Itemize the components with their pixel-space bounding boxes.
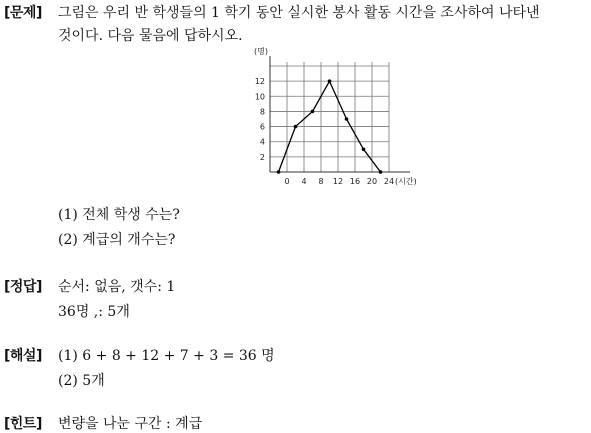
x-tick-label-4: 16 <box>349 177 361 186</box>
y-tick-label-1: 4 <box>259 137 265 147</box>
y-axis-label: (명) <box>254 47 268 56</box>
x-tick-label-2: 8 <box>318 177 324 186</box>
answer-line2: 36명 ,: 5개 <box>58 304 130 320</box>
problem-text-line1: 그림은 우리 반 학생들의 1 학기 동안 실시한 봉사 활동 시간을 조사하여 나타낸 <box>58 5 540 21</box>
data-point-2 <box>311 110 315 114</box>
y-tick-label-2: 6 <box>259 122 265 132</box>
y-tick-label-3: 8 <box>259 107 265 117</box>
hint-line1: 변량을 나눈 구간 : 계급 <box>58 416 203 432</box>
x-tick-label-6: 24 <box>383 177 395 186</box>
y-tick-label-5: 12 <box>254 77 265 87</box>
data-point-4 <box>345 117 349 121</box>
question-1: (1) 전체 학생 수는? <box>58 207 180 223</box>
frequency-polygon-chart <box>240 46 420 196</box>
answer-line1: 순서: 없음, 갯수: 1 <box>58 279 176 295</box>
x-tick-label-1: 4 <box>301 177 307 186</box>
y-tick-label-4: 10 <box>254 92 265 102</box>
problem-text-line2: 것이다. 다음 물음에 답하시오. <box>58 28 243 44</box>
explanation-line2: (2) 5개 <box>58 373 105 389</box>
explanation-line1: (1) 6 + 8 + 12 + 7 + 3 = 36 명 <box>58 348 275 364</box>
data-point-5 <box>362 147 366 151</box>
x-axis-label: (시간) <box>395 177 417 186</box>
y-tick-label-0: 2 <box>259 152 265 162</box>
explanation-tag: [해설] <box>4 348 42 364</box>
data-point-0 <box>277 170 281 174</box>
data-point-1 <box>294 125 298 129</box>
question-2: (2) 계급의 개수는? <box>58 232 176 248</box>
data-point-6 <box>379 170 383 174</box>
data-point-3 <box>328 79 332 83</box>
x-tick-label-0: 0 <box>284 177 290 186</box>
answer-tag: [정답] <box>4 279 42 295</box>
hint-tag: [힌트] <box>4 416 42 432</box>
x-tick-label-3: 12 <box>332 177 344 186</box>
x-tick-label-5: 20 <box>366 177 378 186</box>
problem-tag: [문제] <box>4 5 42 21</box>
